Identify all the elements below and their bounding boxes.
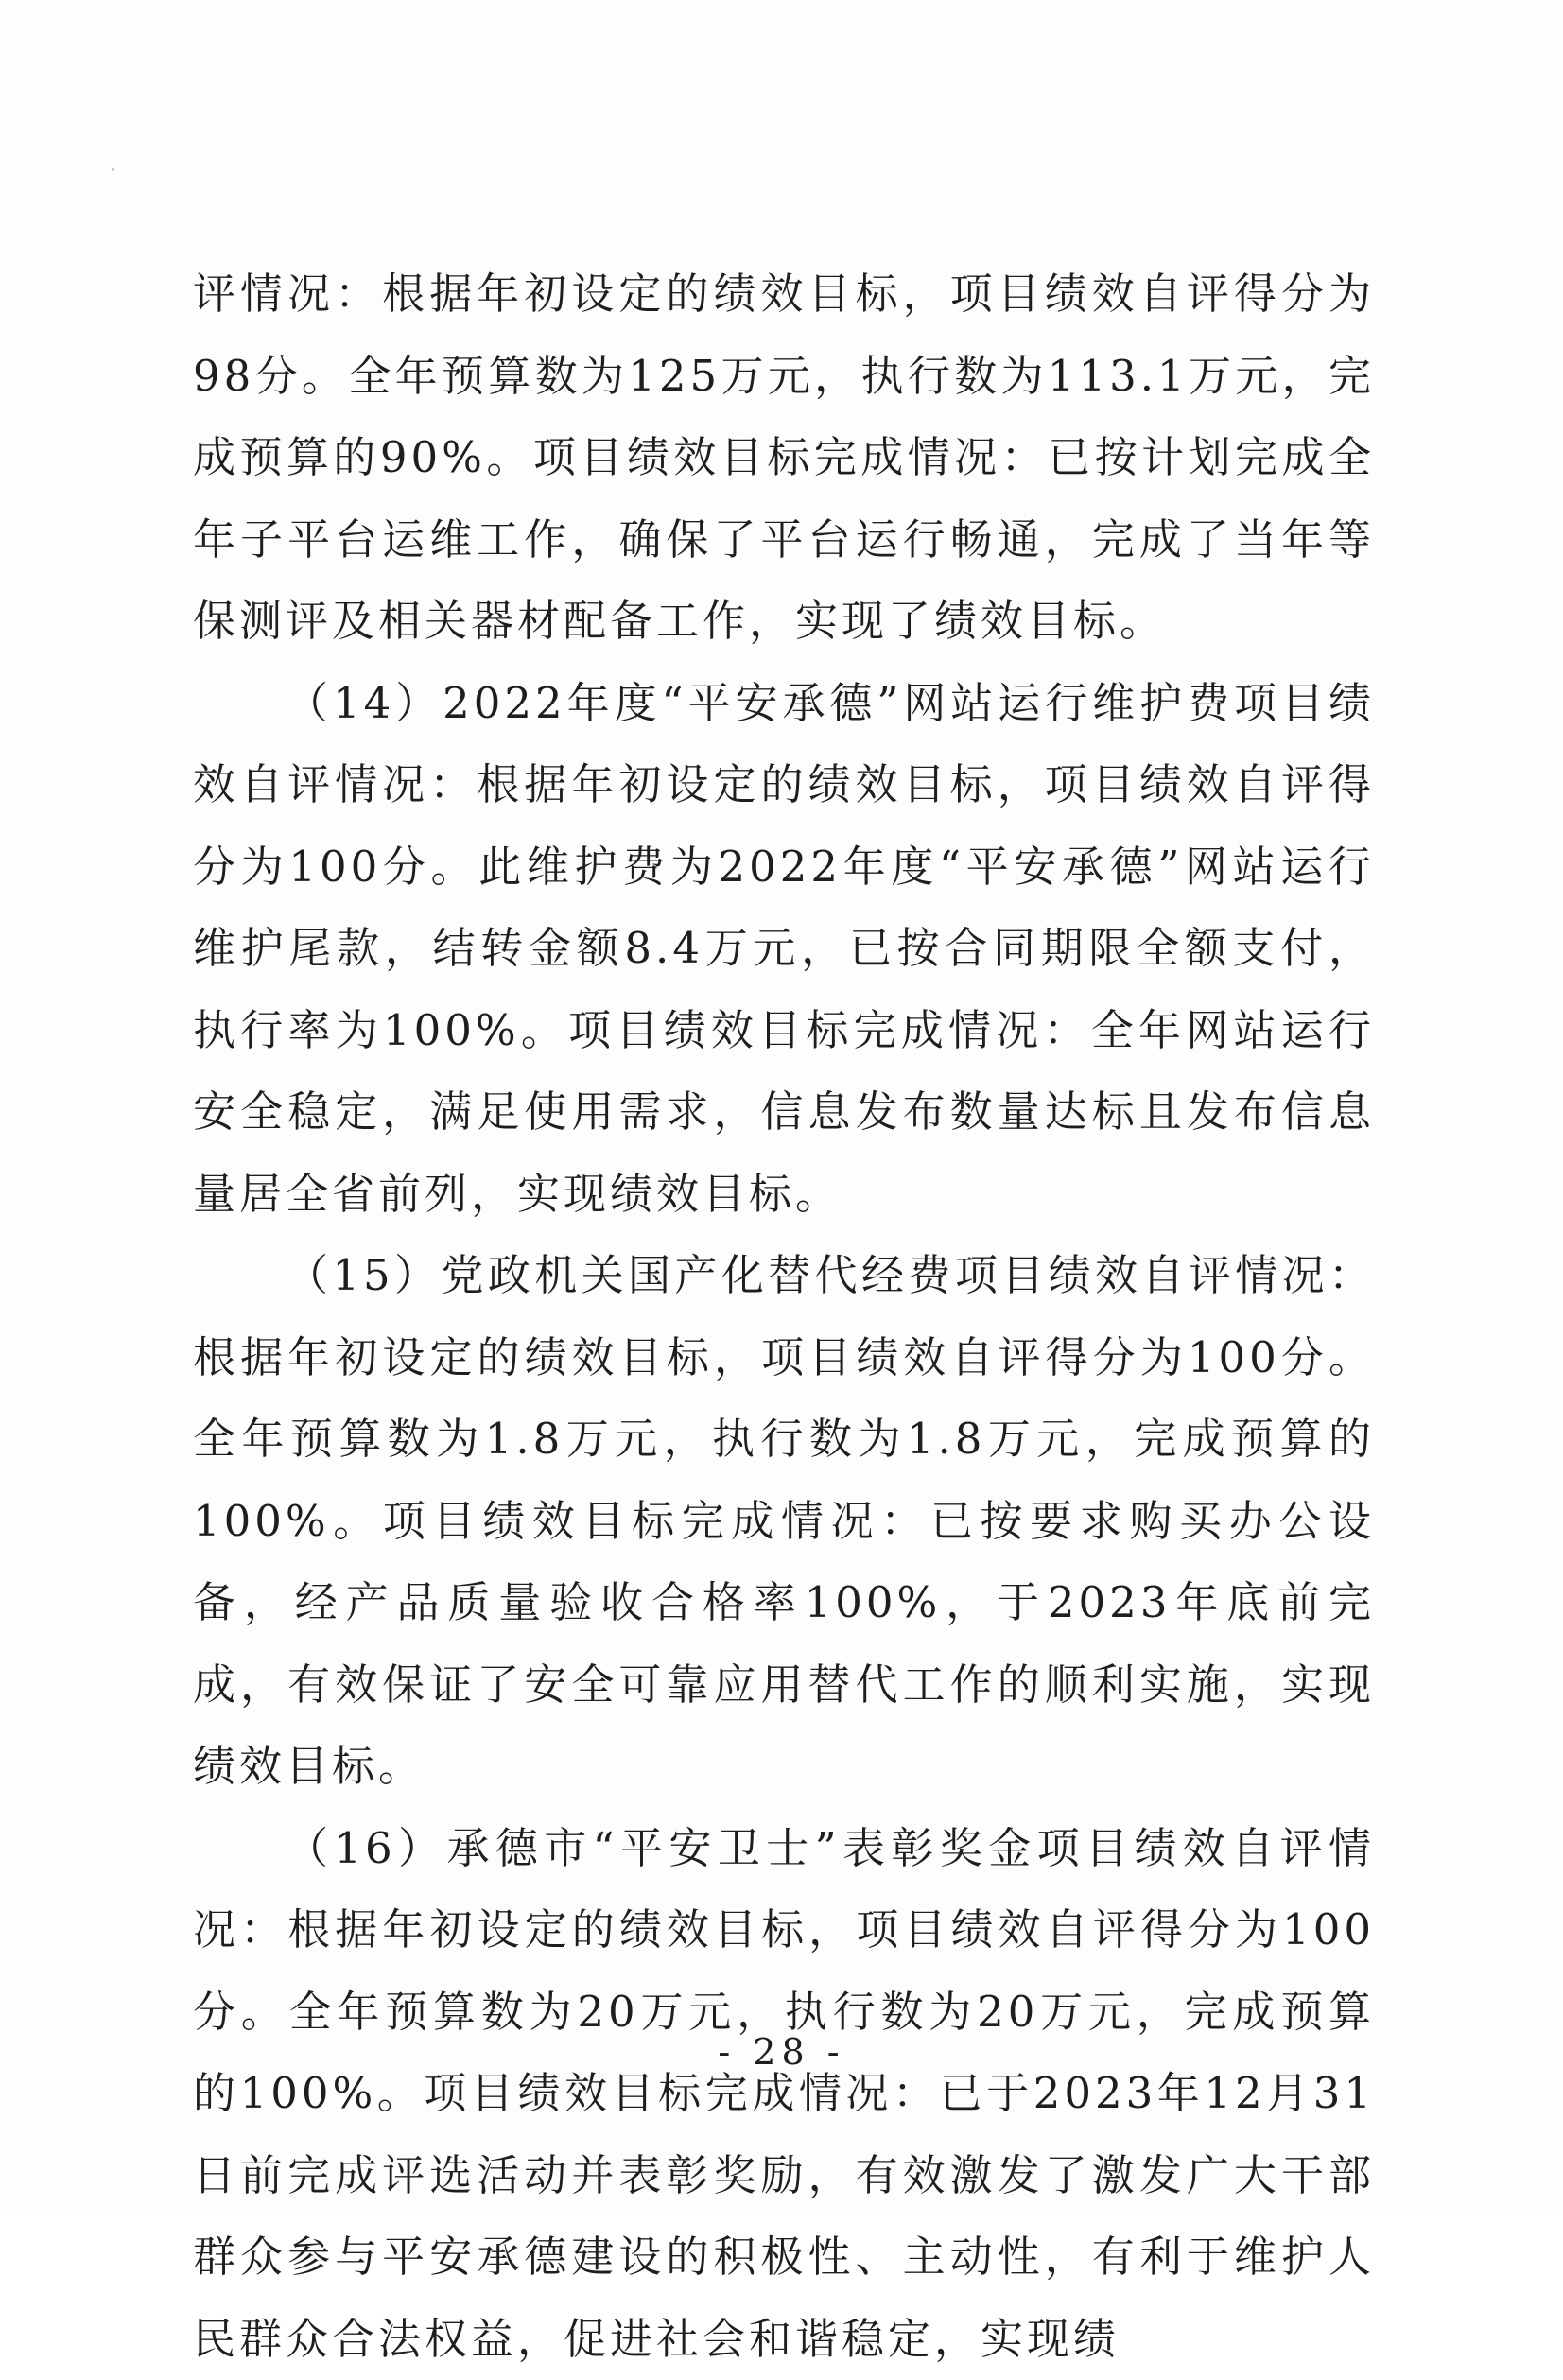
paragraph-16: （16）承德市“平安卫士”表彰奖金项目绩效自评情况：根据年初设定的绩效目标，项目绩效自评得分为100分。全年预算数为20万元，执行数为20万元，完成预算的100%。项目绩效目标完成情况：已于2023年12月31日前完成评选活动并表彰奖励，有效激发了激发广大干部群众参与平安承德建设的积极性、主动性，有利于维护人民群众合法权益，促进社会和谐稳定，实现绩 [193,1808,1375,2380]
paragraph-14: （14）2022年度“平安承德”网站运行维护费项目绩效自评情况：根据年初设定的绩效目标，项目绩效自评得分为100分。此维护费为2022年度“平安承德”网站运行维护尾款，结转金额8.4万元，已按合同期限全额支付，执行率为100%。项目绩效目标完成情况：全年网站运行安全稳定，满足使用需求，信息发布数量达标且发布信息量居全省前列，实现绩效目标。 [193,663,1375,1236]
page-number: - 28 - [0,2031,1563,2073]
paragraph-13-continued: 评情况：根据年初设定的绩效目标，项目绩效自评得分为98分。全年预算数为125万元，执行数为113.1万元，完成预算的90%。项目绩效目标完成情况：已按计划完成全年子平台运维工作，确保了平台运行畅通，完成了当年等保测评及相关器材配备工作，实现了绩效目标。 [193,253,1375,663]
scan-speck [112,168,114,171]
paragraph-15: （15）党政机关国产化替代经费项目绩效自评情况：根据年初设定的绩效目标，项目绩效自评得分为100分。全年预算数为1.8万元，执行数为1.8万元，完成预算的100%。项目绩效目标完成情况：已按要求购买办公设备，经产品质量验收合格率100%，于2023年底前完成，有效保证了安全可靠应用替代工作的顺利实施，实现绩效目标。 [193,1235,1375,1808]
